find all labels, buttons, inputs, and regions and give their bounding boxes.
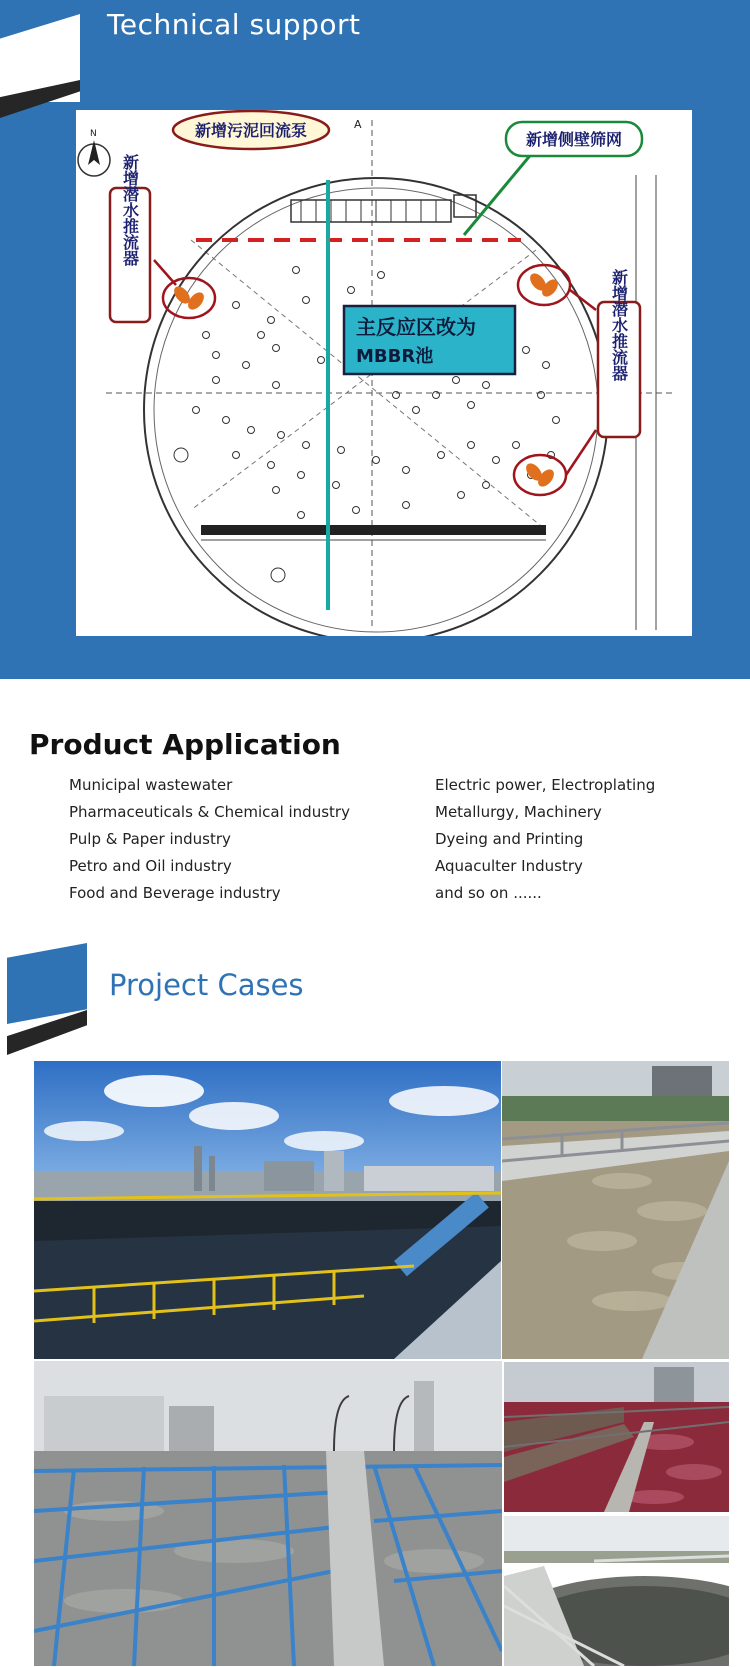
application-item: Pharmaceuticals & Chemical industry (69, 803, 350, 821)
svg-text:新增污泥回流泵: 新增污泥回流泵 (194, 121, 308, 140)
svg-text:MBBR池: MBBR池 (356, 346, 434, 367)
svg-text:新增侧壁筛网: 新增侧壁筛网 (525, 130, 623, 149)
project-photo-aeration-pipes (34, 1361, 502, 1666)
project-cases-title: Project Cases (109, 968, 304, 1002)
mixer-icon (514, 455, 566, 495)
project-photo-aeration-basin (34, 1061, 501, 1359)
project-photo-sedimentation-tank (502, 1061, 729, 1359)
application-item: Electric power, Electroplating (435, 776, 656, 794)
north-mark: N (90, 129, 97, 139)
svg-text:新增潜水推流器: 新增潜水推流器 (120, 154, 140, 266)
callout-side-screen (506, 122, 642, 156)
mixer-icon (518, 265, 570, 305)
svg-text:新增潜水推流器: 新增潜水推流器 (609, 269, 629, 381)
mixer-icon (163, 278, 215, 318)
project-photo-clarifier (504, 1516, 729, 1666)
technical-support-title: Technical support (107, 8, 361, 41)
application-item: Pulp & Paper industry (69, 830, 231, 848)
application-item: Municipal wastewater (69, 776, 233, 794)
svg-text:主反应区改为: 主反应区改为 (356, 315, 476, 339)
callout-mixer-left (110, 153, 150, 322)
application-item: Food and Beverage industry (69, 884, 281, 902)
product-application-title: Product Application (29, 728, 341, 761)
application-item: Aquaculter Industry (435, 857, 583, 875)
application-item: Metallurgy, Machinery (435, 803, 602, 821)
callout-sludge-pump (173, 111, 329, 149)
application-item: and so on ...... (435, 884, 542, 902)
project-photo-red-basin (504, 1362, 729, 1512)
tank-layout-diagram (76, 110, 692, 636)
application-item: Petro and Oil industry (69, 857, 232, 875)
section-mark: A (354, 118, 362, 131)
main-zone-label-box (344, 306, 515, 374)
callout-mixer-right (598, 268, 640, 437)
application-item: Dyeing and Printing (435, 830, 584, 848)
